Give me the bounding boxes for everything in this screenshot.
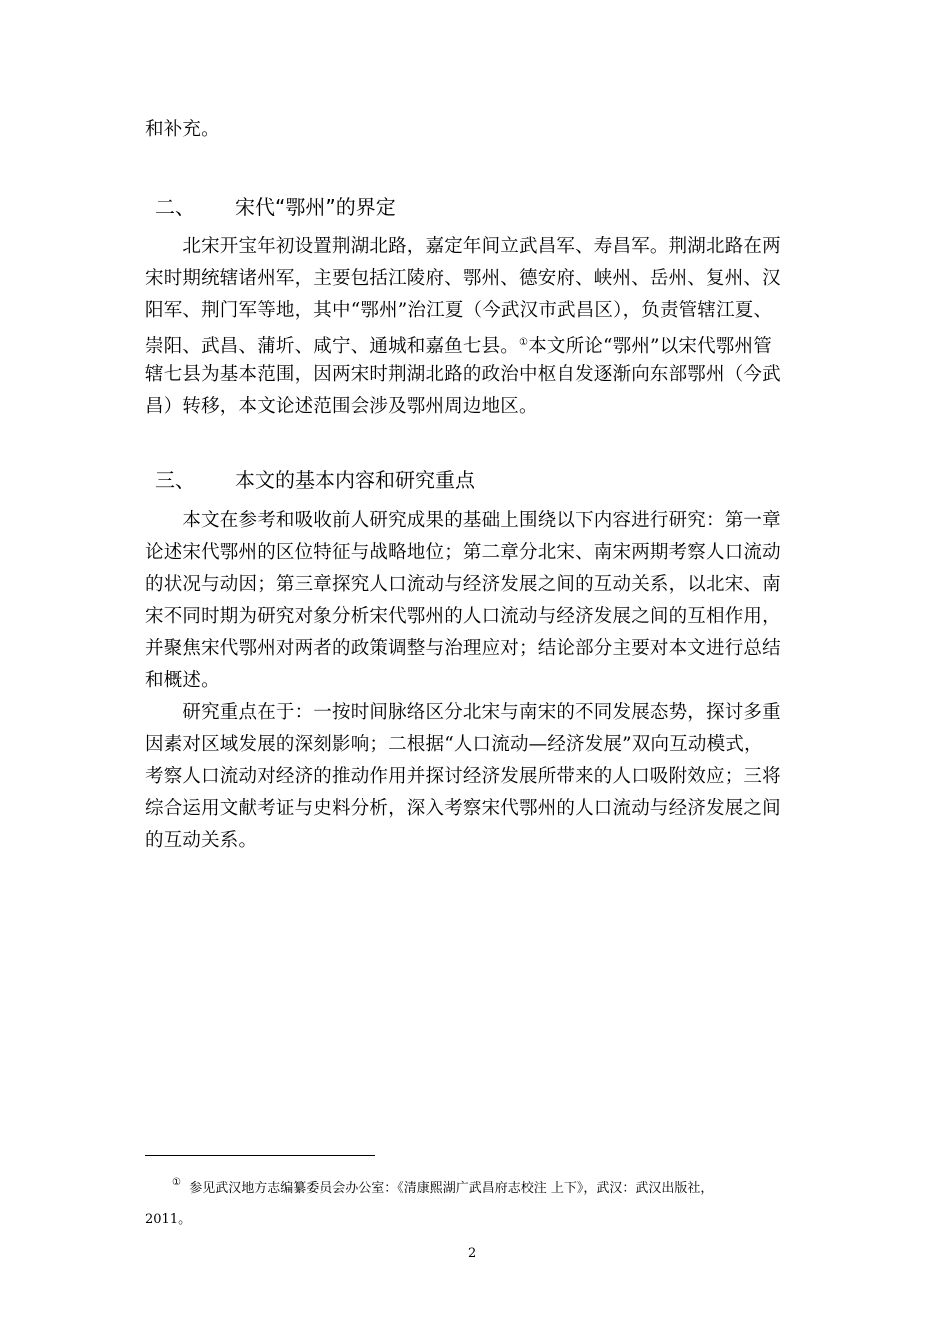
section-3-line: 的状况与动因；第三章探究人口流动与经济发展之间的互动关系，以北宋、南 xyxy=(145,574,781,595)
section-3-line: 并聚焦宋代鄂州对两者的政策调整与治理应对；结论部分主要对本文进行总结 xyxy=(145,638,781,659)
section-2-line: 北宋开宝年初设置荆湖北路，嘉定年间立武昌军、寿昌军。荆湖北路在两 xyxy=(145,236,781,257)
section-2-line: 昌）转移，本文论述范围会涉及鄂州周边地区。 xyxy=(145,396,538,417)
section-3-line: 的互动关系。 xyxy=(145,830,258,851)
section-3-heading xyxy=(155,465,475,495)
section-2-line: 阳军、荆门军等地，其中“鄂州”治江夏（今武汉市武昌区），负责管辖江夏、 xyxy=(145,300,773,321)
section-3-line: 考察人口流动对经济的推动作用并探讨经济发展所带来的人口吸附效应；三将 xyxy=(145,766,781,787)
section-2-line: 宋时期统辖诸州军，主要包括江陵府、鄂州、德安府、峡州、岳州、复州、汉 xyxy=(145,268,781,289)
section-2-number: 二、 xyxy=(155,195,195,219)
section-3-line: 论述宋代鄂州的区位特征与战略地位；第二章分北宋、南宋两期考察人口流动 xyxy=(145,542,781,563)
section-3-title: 本文的基本内容和研究重点 xyxy=(235,468,475,492)
section-2-title: 宋代“鄂州”的界定 xyxy=(235,195,396,219)
footnote-reference-marker: ① xyxy=(519,337,529,348)
section-3-line: 综合运用文献考证与史料分析，深入考察宋代鄂州的人口流动与经济发展之间 xyxy=(145,798,781,819)
section-2-heading xyxy=(155,192,396,222)
page-number: 2 xyxy=(468,1246,477,1261)
section-3-line: 研究重点在于：一按时间脉络区分北宋与南宋的不同发展态势，探讨多重 xyxy=(145,702,781,723)
footnote-marker: ① xyxy=(172,1177,181,1188)
footnote-line-2: 2011。 xyxy=(145,1212,192,1227)
section-3-line: 因素对区域发展的深刻影响；二根据“人口流动—经济发展”双向互动模式， xyxy=(145,734,763,755)
section-2-line-text: 本文所论“鄂州”以宋代鄂州管 xyxy=(528,336,772,357)
section-3-line: 和概述。 xyxy=(145,670,220,691)
section-2-line-text: 崇阳、武昌、蒲圻、咸宁、通城和嘉鱼七县。 xyxy=(145,336,520,357)
section-3-line: 本文在参考和吸收前人研究成果的基础上围绕以下内容进行研究：第一章 xyxy=(145,510,781,531)
section-2-line-with-footnote xyxy=(145,328,772,362)
section-2-line: 辖七县为基本范围，因两宋时荆湖北路的政治中枢自发逐渐向东部鄂州（今武 xyxy=(145,364,781,385)
intro-tail-text: 和补充。 xyxy=(145,119,220,140)
footnote-line xyxy=(172,1173,713,1199)
section-3-number: 三、 xyxy=(155,468,195,492)
section-3-line: 宋不同时期为研究对象分析宋代鄂州的人口流动与经济发展之间的互相作用， xyxy=(145,606,781,627)
footnote-text: 参见武汉地方志编纂委员会办公室：《清康熙湖广武昌府志校注 上下》，武汉：武汉出版社， xyxy=(189,1181,714,1196)
footnote-separator xyxy=(145,1155,375,1156)
